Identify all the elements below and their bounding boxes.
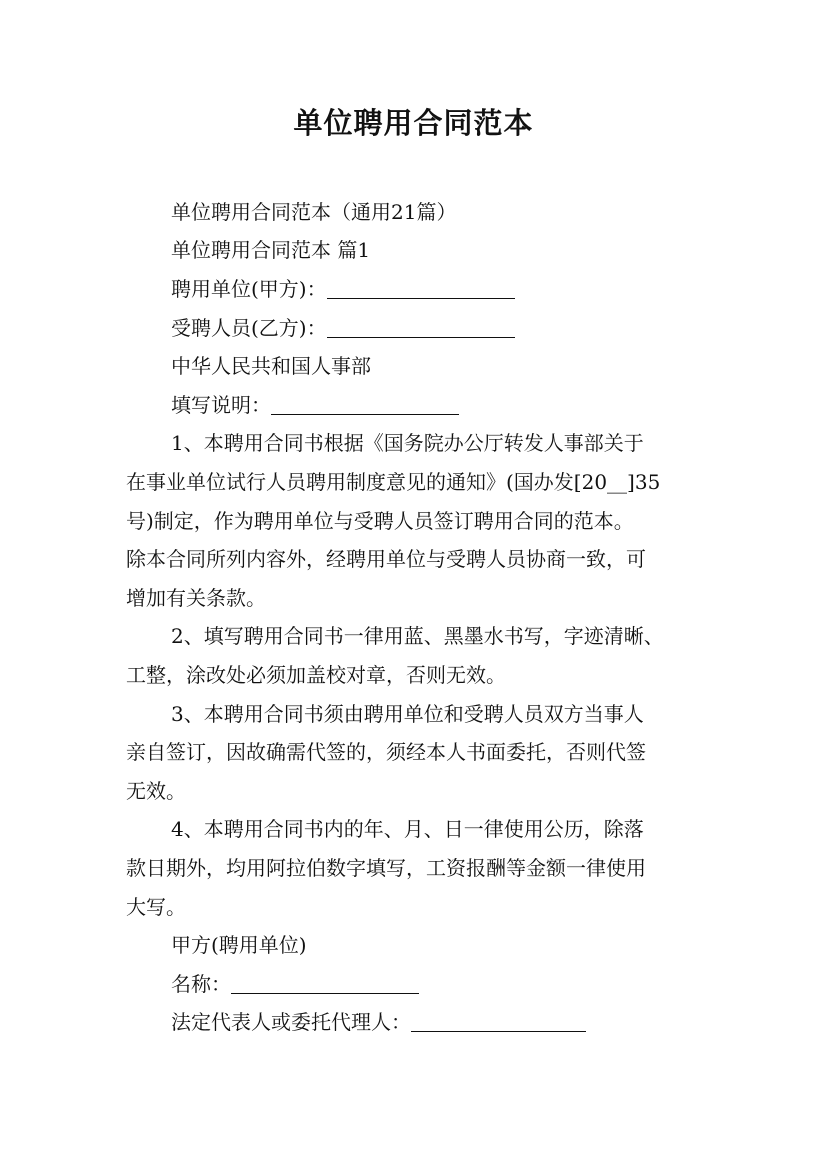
line-text: 2、填写聘用合同书一律用蓝、黑墨水书写，字迹清晰、	[171, 624, 664, 648]
blank-underline[interactable]	[327, 315, 515, 338]
paragraph-line	[126, 424, 761, 462]
paragraph-line	[126, 695, 761, 733]
line-text: 号)制定，作为聘用单位与受聘人员签订聘用合同的范本。	[126, 509, 634, 533]
paragraph-line	[126, 656, 716, 694]
document-title: 单位聘用合同范本	[293, 106, 534, 140]
employee-field	[126, 309, 761, 347]
field-label: 填写说明：	[171, 393, 271, 417]
paragraph-line	[126, 617, 761, 655]
paragraph-line	[126, 502, 716, 540]
line-text: 3、本聘用合同书须由聘用单位和受聘人员双方当事人	[171, 702, 644, 726]
doc-subtitle	[126, 193, 761, 231]
paragraph-line	[126, 810, 761, 848]
blank-underline[interactable]	[231, 971, 419, 994]
employer-field	[126, 270, 761, 308]
line-text: 工整，涂改处必须加盖校对章，否则无效。	[126, 663, 506, 687]
paragraph-line	[126, 733, 716, 771]
party-a-heading	[126, 926, 761, 964]
paragraph-line	[126, 579, 716, 617]
field-label: 受聘人员(乙方)：	[171, 316, 327, 340]
line-text: 1、本聘用合同书根据《国务院办公厅转发人事部关于	[171, 431, 644, 455]
field-label: 聘用单位(甲方)：	[171, 277, 327, 301]
line-text: 大写。	[126, 895, 186, 919]
section-heading	[126, 231, 761, 269]
line-text: 款日期外，均用阿拉伯数字填写，工资报酬等金额一律使用	[126, 856, 646, 880]
line-text: 中华人民共和国人事部	[171, 354, 371, 378]
paragraph-line	[126, 463, 716, 501]
field-label: 法定代表人或委托代理人：	[171, 1010, 411, 1034]
blank-underline[interactable]	[327, 276, 515, 299]
line-text: 4、本聘用合同书内的年、月、日一律使用公历，除落	[171, 817, 644, 841]
line-text: 除本合同所列内容外，经聘用单位与受聘人员协商一致，可	[126, 547, 646, 571]
line-text: 增加有关条款。	[126, 586, 266, 610]
instructions-field	[126, 386, 761, 424]
paragraph-line	[126, 849, 716, 887]
issuer-line	[126, 347, 761, 385]
blank-underline[interactable]	[411, 1009, 586, 1032]
paragraph-line	[126, 888, 716, 926]
line-text: 甲方(聘用单位)	[171, 933, 307, 957]
line-text: 单位聘用合同范本（通用21篇）	[171, 200, 457, 224]
paragraph-line	[126, 540, 716, 578]
line-text: 在事业单位试行人员聘用制度意见的通知》(国办发[20__]35	[126, 470, 661, 494]
field-label: 名称：	[171, 972, 231, 996]
line-text: 无效。	[126, 779, 186, 803]
representative-field	[126, 1003, 761, 1041]
name-field	[126, 965, 761, 1003]
blank-underline[interactable]	[271, 392, 459, 415]
paragraph-line	[126, 772, 716, 810]
line-text: 单位聘用合同范本 篇1	[171, 238, 371, 262]
line-text: 亲自签订，因故确需代签的，须经本人书面委托，否则代签	[126, 740, 646, 764]
